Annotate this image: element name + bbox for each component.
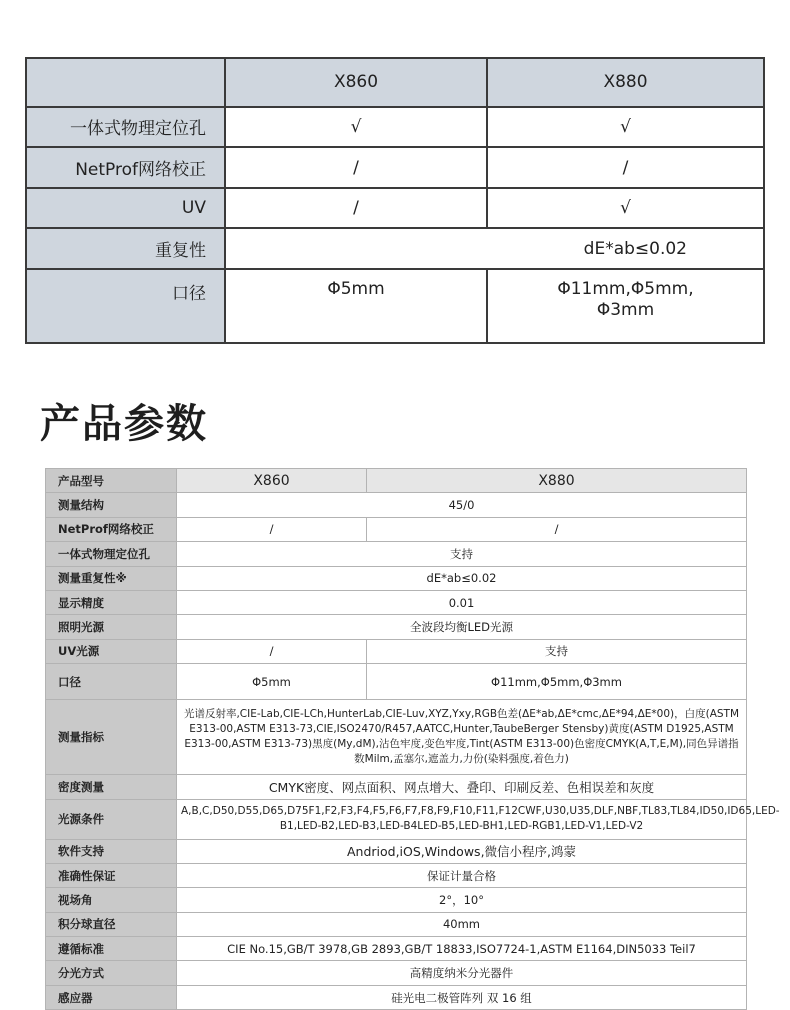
comparison-x860-value: / [225, 188, 487, 229]
spec-row [46, 912, 747, 936]
spec-value: 全波段均衡LED光源 [177, 615, 747, 639]
spec-header-row [46, 469, 747, 493]
spec-value: 光谱反射率,CIE-Lab,CIE-LCh,HunterLab,CIE-Luv,XYZ,Yxy,RGB色差(ΔE*ab,ΔE*cmc,ΔE*94,ΔE*00)，白度(ASTM E313-00,ASTM E313-73,CIE,ISO2470/R457,AATCC,Hunter,TaubeBerger Stensby)黄度(ASTM D1925,ASTM E313-00,ASTM E313-73)黑度(My,dM),沾色牢度,变色牢度,Tint(ASTM E313-00)色密度CMYK(A,T,E,M),同色异谱指数Milm,孟塞尔,遮盖力,力份(染料强度,着色力) [177, 700, 747, 775]
spec-row [46, 799, 747, 839]
spec-x860-value: / [177, 639, 367, 663]
spec-label: 显示精度 [46, 590, 177, 614]
comparison-x860-value: Φ5mm [225, 269, 487, 343]
spec-label: 遵循标准 [46, 937, 177, 961]
spec-value: 2°，10° [177, 888, 747, 912]
comparison-row [26, 147, 764, 188]
spec-label: NetProf网络校正 [46, 517, 177, 541]
spec-row [46, 615, 747, 639]
spec-value: 高精度纳米分光器件 [177, 961, 747, 985]
section-title: 产品参数 [40, 401, 208, 447]
spec-row [46, 985, 747, 1009]
spec-label: 测量结构 [46, 493, 177, 517]
comparison-x880-value-line: Φ3mm [596, 299, 655, 320]
spec-label: 视场角 [46, 888, 177, 912]
spec-row [46, 700, 747, 775]
comparison-header-row [26, 58, 764, 107]
spec-label: 软件支持 [46, 839, 177, 863]
comparison-model-x880: X880 [487, 58, 764, 107]
comparison-merged-value: dE*ab≤0.02 [225, 228, 764, 269]
spec-label: 一体式物理定位孔 [46, 542, 177, 566]
spec-row [46, 863, 747, 887]
spec-value: 硅光电二极管阵列 双 16 组 [177, 985, 747, 1009]
spec-label: 产品型号 [46, 469, 177, 493]
spec-row [46, 888, 747, 912]
comparison-model-x860: X860 [225, 58, 487, 107]
spec-row [46, 493, 747, 517]
spec-table [45, 468, 780, 1010]
spec-label: 测量指标 [46, 700, 177, 775]
spec-label: 分光方式 [46, 961, 177, 985]
spec-model-x860: X860 [177, 469, 367, 493]
comparison-row [26, 269, 764, 343]
spec-value: dE*ab≤0.02 [177, 566, 747, 590]
spec-row [46, 937, 747, 961]
comparison-row-label: 一体式物理定位孔 [26, 107, 225, 148]
comparison-x860-value: √ [225, 107, 487, 148]
spec-value: Andriod,iOS,Windows,微信小程序,鸿蒙 [177, 839, 747, 863]
spec-row [46, 566, 747, 590]
spec-model-x880: X880 [367, 469, 747, 493]
spec-label: 密度测量 [46, 775, 177, 799]
comparison-x880-value: √ [487, 107, 764, 148]
spec-value: 保证计量合格 [177, 863, 747, 887]
comparison-row-label: NetProf网络校正 [26, 147, 225, 188]
spec-value: 45/0 [177, 493, 747, 517]
comparison-row [26, 107, 764, 148]
spec-label: 光源条件 [46, 799, 177, 839]
spec-row [46, 542, 747, 566]
comparison-x860-value: / [225, 147, 487, 188]
spec-row [46, 639, 747, 663]
spec-x880-value: Φ11mm,Φ5mm,Φ3mm [367, 664, 747, 700]
spec-label: 口径 [46, 664, 177, 700]
spec-row [46, 839, 747, 863]
spec-value: 支持 [177, 542, 747, 566]
comparison-row-label: 口径 [26, 269, 225, 343]
spec-row [46, 590, 747, 614]
spec-label: 积分球直径 [46, 912, 177, 936]
spec-value: CMYK密度、网点面积、网点增大、叠印、印刷反差、色相误差和灰度 [177, 775, 747, 799]
spec-label: 测量重复性※ [46, 566, 177, 590]
spec-x880-value: 支持 [367, 639, 747, 663]
spec-label: UV光源 [46, 639, 177, 663]
spec-x860-value: Φ5mm [177, 664, 367, 700]
spec-row [46, 775, 747, 799]
spec-value: 40mm [177, 912, 747, 936]
spec-x860-value: / [177, 517, 367, 541]
spec-label: 准确性保证 [46, 863, 177, 887]
spec-value: A,B,C,D50,D55,D65,D75F1,F2,F3,F4,F5,F6,F7,F8,F9,F10,F11,F12CWF,U30,U35,DLF,NBF,TL83,TL84,ID50,ID65,LED-B1,LED-B2,LED-B3,LED-B4LED-B5,LED-BH1,LED-RGB1,LED-V1,LED-V2 [177, 799, 747, 839]
comparison-row [26, 188, 764, 229]
comparison-row-label: 重复性 [26, 228, 225, 269]
spec-row [46, 961, 747, 985]
spec-row [46, 664, 747, 700]
spec-value: CIE No.15,GB/T 3978,GB 2893,GB/T 18833,ISO7724-1,ASTM E1164,DIN5033 Teil7 [177, 937, 747, 961]
comparison-row-label: UV [26, 188, 225, 229]
comparison-x880-value: √ [487, 188, 764, 229]
spec-row [46, 517, 747, 541]
comparison-x880-value-line: Φ11mm,Φ5mm, [557, 278, 694, 299]
model-comparison-table [25, 57, 765, 344]
spec-x880-value: / [367, 517, 747, 541]
spec-value: 0.01 [177, 590, 747, 614]
spec-label: 感应器 [46, 985, 177, 1009]
comparison-x880-value [487, 269, 764, 343]
comparison-row [26, 228, 764, 269]
comparison-corner-cell [26, 58, 225, 107]
spec-label: 照明光源 [46, 615, 177, 639]
comparison-x880-value: / [487, 147, 764, 188]
